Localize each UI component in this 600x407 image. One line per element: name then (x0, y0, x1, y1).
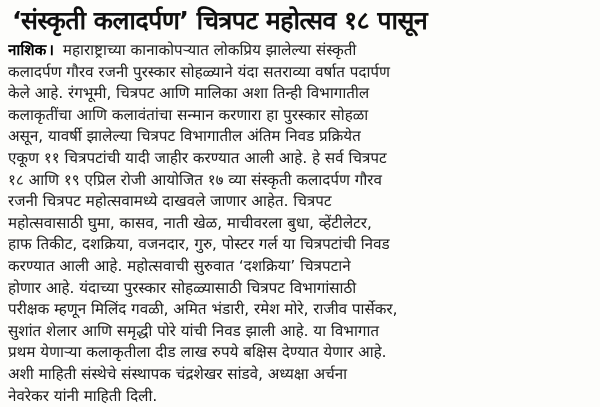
article-line: अशी माहिती संस्थेचे संस्थापक चंद्रशेखर सांडवे, अध्यक्षा अर्चना (8, 364, 592, 386)
article-line: रजनी चित्रपट महोत्सवामध्ये दाखवले जाणार आहेत. चित्रपट (8, 191, 592, 213)
article-line: करण्यात आली आहे. महोत्सवाची सुरुवात ‘दशक्रिया’ चित्रपटाने (8, 256, 592, 278)
article-line-text: महाराष्ट्राच्या कानाकोपऱ्यात लोकप्रिय झालेल्या संस्कृती (63, 41, 356, 59)
article-line: कलादर्पण गौरव रजनी पुरस्कार सोहळ्याने यंदा सतराव्या वर्षात पदार्पण (8, 62, 592, 84)
article-line: परीक्षक म्हणून मिलिंद गवळी, अमित भंडारी, रमेश मोरे, राजीव पार्सेकर, (8, 299, 592, 321)
article-line: असून, यावर्षी झालेल्या चित्रपट विभागातील अंतिम निवड प्रक्रियेत (8, 126, 592, 148)
article-line: हाफ तिकीट, दशक्रिया, वजनदार, गुरु, पोस्टर गर्ल या चित्रपटांची निवड (8, 234, 592, 256)
article-line-first (8, 40, 592, 62)
article-line: १८ आणि १९ एप्रिल रोजी आयोजित १७ व्या संस्कृती कलादर्पण गौरव (8, 170, 592, 192)
article-line: होणार आहे. यंदाच्या पुरस्कार सोहळ्यासाठी चित्रपट विभागांसाठी (8, 278, 592, 300)
article-line: महोत्सवासाठी घुमा, कासव, नाती खेळ, माचीवरला बुधा, व्हेंटीलेटर, (8, 213, 592, 235)
article-line: प्रथम येणाऱ्या कलाकृतीला दीड लाख रुपये बक्षिस देण्यात येणार आहे. (8, 342, 592, 364)
dateline-separator: । (48, 41, 54, 59)
article-line: सुशांत शेलार आणि समृद्धी पोरे यांची निवड झाली आहे. या विभागात (8, 321, 592, 343)
article-body (8, 40, 592, 407)
headline: ‘संस्कृती कलादर्पण’ चित्रपट महोत्सव १८ पासून (12, 6, 592, 38)
dateline: नाशिक (8, 41, 46, 59)
article-line: केले आहे. रंगभूमी, चित्रपट आणि मालिका अशा तिन्ही विभागातील (8, 83, 592, 105)
article-line: नेवरेकर यांनी माहिती दिली. (8, 386, 592, 407)
article-line: कलाकृतींचा आणि कलावंतांचा सन्मान करणारा हा पुरस्कार सोहळा (8, 105, 592, 127)
article-line: एकूण ११ चित्रपटांची यादी जाहीर करण्यात आली आहे. हे सर्व चित्रपट (8, 148, 592, 170)
